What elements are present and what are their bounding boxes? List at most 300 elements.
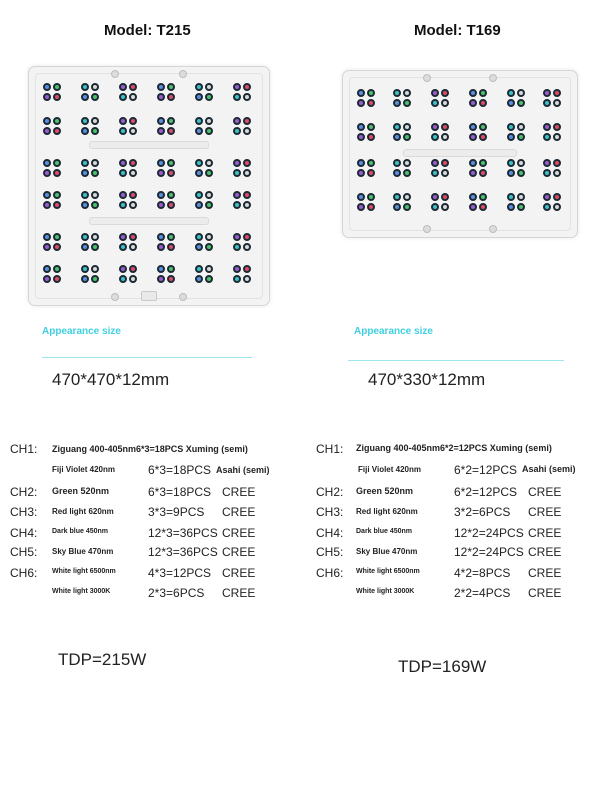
channel-brand: Asahi (semi) bbox=[522, 464, 576, 474]
led-emitter bbox=[403, 169, 411, 177]
led-emitter bbox=[393, 169, 401, 177]
channel-brand: CREE bbox=[528, 566, 562, 580]
led-emitter bbox=[357, 203, 365, 211]
channel-desc: Dark blue 450nm bbox=[52, 528, 109, 535]
channel-brand: CREE bbox=[222, 586, 256, 600]
led-emitter bbox=[91, 265, 99, 273]
tdp-value: TDP=169W bbox=[398, 657, 487, 676]
tdp-value: TDP=215W bbox=[58, 650, 147, 669]
panel-frame bbox=[35, 73, 263, 299]
led-emitter bbox=[43, 159, 51, 167]
channel-qty: 3*2=6PCS bbox=[454, 505, 511, 519]
led-emitter bbox=[479, 133, 487, 141]
led-emitter bbox=[543, 123, 551, 131]
channel-code: CH2: bbox=[316, 485, 344, 499]
led-emitter bbox=[91, 159, 99, 167]
channel-desc: Green 520nm bbox=[52, 486, 110, 496]
led-emitter bbox=[195, 159, 203, 167]
led-emitter bbox=[119, 159, 127, 167]
led-emitter bbox=[167, 93, 175, 101]
channel-qty: 6*2=12PCS bbox=[454, 485, 518, 499]
led-emitter bbox=[81, 201, 89, 209]
led-emitter bbox=[431, 159, 439, 167]
led-emitter bbox=[543, 193, 551, 201]
led-emitter bbox=[195, 83, 203, 91]
led-emitter bbox=[157, 243, 165, 251]
led-emitter bbox=[81, 233, 89, 241]
led-emitter bbox=[553, 89, 561, 97]
led-emitter bbox=[129, 233, 137, 241]
led-emitter bbox=[403, 133, 411, 141]
led-emitter bbox=[243, 117, 251, 125]
led-emitter bbox=[195, 117, 203, 125]
led-emitter bbox=[543, 99, 551, 107]
led-emitter bbox=[507, 99, 515, 107]
led-emitter bbox=[469, 159, 477, 167]
led-emitter bbox=[43, 83, 51, 91]
channel-desc: Green 520nm bbox=[356, 486, 414, 496]
led-emitter bbox=[91, 191, 99, 199]
led-emitter bbox=[441, 193, 449, 201]
led-emitter bbox=[167, 243, 175, 251]
led-emitter bbox=[205, 275, 213, 283]
led-emitter bbox=[205, 83, 213, 91]
led-emitter bbox=[157, 265, 165, 273]
led-emitter bbox=[507, 203, 515, 211]
led-emitter bbox=[243, 93, 251, 101]
led-emitter bbox=[119, 191, 127, 199]
appearance-size-label: Appearance size bbox=[42, 326, 121, 337]
led-emitter bbox=[43, 275, 51, 283]
led-emitter bbox=[157, 159, 165, 167]
led-emitter bbox=[243, 127, 251, 135]
led-emitter bbox=[393, 159, 401, 167]
led-emitter bbox=[507, 159, 515, 167]
led-emitter bbox=[543, 89, 551, 97]
channel-qty: 4*3=12PCS bbox=[148, 566, 212, 580]
led-emitter bbox=[129, 201, 137, 209]
led-emitter bbox=[53, 201, 61, 209]
led-emitter bbox=[129, 243, 137, 251]
led-emitter bbox=[91, 169, 99, 177]
led-emitter bbox=[517, 89, 525, 97]
led-emitter bbox=[43, 93, 51, 101]
led-emitter bbox=[243, 243, 251, 251]
led-emitter bbox=[553, 133, 561, 141]
led-emitter bbox=[403, 193, 411, 201]
channel-desc: White light 6500nm bbox=[52, 568, 116, 575]
led-emitter bbox=[517, 169, 525, 177]
led-emitter bbox=[91, 243, 99, 251]
channel-qty: 3*3=9PCS bbox=[148, 505, 205, 519]
power-connector bbox=[141, 291, 157, 301]
led-emitter bbox=[53, 265, 61, 273]
led-emitter bbox=[157, 83, 165, 91]
channel-code: CH3: bbox=[10, 505, 38, 519]
led-emitter bbox=[469, 133, 477, 141]
led-emitter bbox=[367, 193, 375, 201]
led-emitter bbox=[167, 159, 175, 167]
led-emitter bbox=[81, 159, 89, 167]
channel-desc: White light 6500nm bbox=[356, 568, 420, 575]
led-emitter bbox=[393, 89, 401, 97]
panel-size: 470*470*12mm bbox=[52, 370, 170, 389]
led-emitter bbox=[243, 275, 251, 283]
led-emitter bbox=[469, 89, 477, 97]
channel-brand: CREE bbox=[222, 505, 256, 519]
led-emitter bbox=[81, 265, 89, 273]
led-emitter bbox=[243, 159, 251, 167]
led-emitter bbox=[91, 83, 99, 91]
led-emitter bbox=[119, 243, 127, 251]
led-emitter bbox=[431, 169, 439, 177]
led-emitter bbox=[53, 93, 61, 101]
led-emitter bbox=[205, 265, 213, 273]
led-emitter bbox=[393, 203, 401, 211]
led-emitter bbox=[367, 99, 375, 107]
mount-hole bbox=[489, 74, 497, 82]
led-emitter bbox=[243, 169, 251, 177]
led-emitter bbox=[205, 243, 213, 251]
led-emitter bbox=[243, 201, 251, 209]
led-emitter bbox=[205, 233, 213, 241]
channel-brand: CREE bbox=[222, 545, 256, 559]
led-emitter bbox=[119, 201, 127, 209]
led-emitter bbox=[357, 133, 365, 141]
led-emitter bbox=[129, 127, 137, 135]
led-emitter bbox=[233, 93, 241, 101]
channel-qty: 6*3=18PCS bbox=[148, 463, 212, 477]
led-emitter bbox=[119, 127, 127, 135]
led-emitter bbox=[233, 243, 241, 251]
channel-desc: Red light 620nm bbox=[356, 507, 418, 516]
panel-divider bbox=[89, 141, 209, 149]
channel-brand: CREE bbox=[528, 545, 562, 559]
led-emitter bbox=[205, 201, 213, 209]
led-emitter bbox=[91, 233, 99, 241]
led-emitter bbox=[553, 159, 561, 167]
led-emitter bbox=[553, 203, 561, 211]
mount-hole bbox=[179, 293, 187, 301]
led-emitter bbox=[157, 233, 165, 241]
led-emitter bbox=[517, 159, 525, 167]
led-emitter bbox=[195, 243, 203, 251]
led-emitter bbox=[43, 233, 51, 241]
channel-desc: Fiji Violet 420nm bbox=[358, 465, 421, 474]
led-emitter bbox=[205, 117, 213, 125]
led-emitter bbox=[431, 123, 439, 131]
led-emitter bbox=[479, 89, 487, 97]
channel-desc: Sky Blue 470nm bbox=[52, 547, 114, 556]
led-emitter bbox=[479, 203, 487, 211]
led-emitter bbox=[167, 275, 175, 283]
led-emitter bbox=[43, 191, 51, 199]
mount-hole bbox=[179, 70, 187, 78]
channel-brand: CREE bbox=[528, 526, 562, 540]
led-panel-image bbox=[342, 70, 578, 238]
panel-size: 470*330*12mm bbox=[368, 370, 486, 389]
channel-code: CH6: bbox=[316, 566, 344, 580]
led-emitter bbox=[157, 201, 165, 209]
led-emitter bbox=[393, 133, 401, 141]
led-emitter bbox=[119, 83, 127, 91]
led-emitter bbox=[393, 193, 401, 201]
led-emitter bbox=[53, 191, 61, 199]
led-emitter bbox=[543, 133, 551, 141]
channel-code: CH6: bbox=[10, 566, 38, 580]
led-emitter bbox=[479, 169, 487, 177]
led-emitter bbox=[119, 265, 127, 273]
led-emitter bbox=[167, 169, 175, 177]
product-t169 bbox=[300, 0, 600, 800]
led-emitter bbox=[43, 243, 51, 251]
led-emitter bbox=[553, 99, 561, 107]
led-emitter bbox=[431, 193, 439, 201]
channel-brand: CREE bbox=[222, 485, 256, 499]
led-emitter bbox=[81, 83, 89, 91]
channel-desc: Sky Blue 470nm bbox=[356, 547, 418, 556]
led-emitter bbox=[167, 83, 175, 91]
mount-hole bbox=[423, 225, 431, 233]
led-emitter bbox=[195, 127, 203, 135]
channel-qty: 12*3=36PCS bbox=[148, 545, 218, 559]
channel-desc: Fiji Violet 420nm bbox=[52, 465, 115, 474]
model-title: Model: T169 bbox=[414, 22, 501, 39]
led-emitter bbox=[205, 169, 213, 177]
channel-qty: 12*3=36PCS bbox=[148, 526, 218, 540]
led-emitter bbox=[553, 193, 561, 201]
led-emitter bbox=[357, 89, 365, 97]
led-emitter bbox=[441, 99, 449, 107]
channel-desc: White light 3000K bbox=[356, 588, 415, 595]
led-emitter bbox=[81, 117, 89, 125]
led-emitter bbox=[43, 127, 51, 135]
led-emitter bbox=[243, 191, 251, 199]
led-emitter bbox=[517, 123, 525, 131]
channel-desc: Ziguang 400-405nm6*2=12PCS Xuming (semi) bbox=[356, 443, 552, 453]
led-emitter bbox=[469, 193, 477, 201]
led-emitter bbox=[43, 265, 51, 273]
appearance-size-label: Appearance size bbox=[354, 326, 433, 337]
led-emitter bbox=[129, 191, 137, 199]
led-emitter bbox=[233, 265, 241, 273]
panel-divider bbox=[89, 217, 209, 225]
led-emitter bbox=[441, 203, 449, 211]
led-emitter bbox=[157, 127, 165, 135]
led-emitter bbox=[53, 275, 61, 283]
led-emitter bbox=[357, 159, 365, 167]
channel-brand: Asahi (semi) bbox=[216, 465, 270, 475]
channel-code: CH1: bbox=[10, 442, 38, 456]
led-emitter bbox=[543, 169, 551, 177]
led-emitter bbox=[517, 203, 525, 211]
led-emitter bbox=[507, 89, 515, 97]
led-emitter bbox=[367, 133, 375, 141]
led-emitter bbox=[129, 83, 137, 91]
led-emitter bbox=[43, 117, 51, 125]
led-emitter bbox=[119, 117, 127, 125]
led-emitter bbox=[441, 89, 449, 97]
channel-code: CH4: bbox=[316, 526, 344, 540]
led-emitter bbox=[441, 169, 449, 177]
led-emitter bbox=[81, 169, 89, 177]
led-emitter bbox=[119, 93, 127, 101]
led-emitter bbox=[53, 169, 61, 177]
led-emitter bbox=[441, 123, 449, 131]
led-emitter bbox=[243, 265, 251, 273]
led-emitter bbox=[507, 123, 515, 131]
led-emitter bbox=[81, 93, 89, 101]
led-emitter bbox=[81, 243, 89, 251]
led-emitter bbox=[157, 117, 165, 125]
led-emitter bbox=[43, 169, 51, 177]
led-emitter bbox=[233, 233, 241, 241]
panel-divider bbox=[403, 149, 517, 157]
led-emitter bbox=[357, 123, 365, 131]
led-emitter bbox=[81, 127, 89, 135]
appearance-divider bbox=[348, 360, 564, 361]
channel-qty: 12*2=24PCS bbox=[454, 526, 524, 540]
mount-hole bbox=[111, 293, 119, 301]
mount-hole bbox=[423, 74, 431, 82]
led-emitter bbox=[543, 159, 551, 167]
led-emitter bbox=[157, 169, 165, 177]
channel-desc: Red light 620nm bbox=[52, 507, 114, 516]
led-emitter bbox=[157, 93, 165, 101]
channel-brand: CREE bbox=[222, 566, 256, 580]
led-emitter bbox=[195, 169, 203, 177]
channel-code: CH3: bbox=[316, 505, 344, 519]
led-emitter bbox=[507, 169, 515, 177]
channel-code: CH5: bbox=[10, 545, 38, 559]
led-emitter bbox=[403, 89, 411, 97]
led-emitter bbox=[205, 127, 213, 135]
led-emitter bbox=[195, 275, 203, 283]
channel-brand: CREE bbox=[528, 586, 562, 600]
appearance-divider bbox=[42, 357, 252, 358]
led-emitter bbox=[91, 93, 99, 101]
led-emitter bbox=[129, 159, 137, 167]
led-emitter bbox=[243, 83, 251, 91]
led-emitter bbox=[403, 159, 411, 167]
led-emitter bbox=[91, 275, 99, 283]
led-emitter bbox=[53, 159, 61, 167]
model-title: Model: T215 bbox=[104, 22, 191, 39]
led-emitter bbox=[91, 117, 99, 125]
led-emitter bbox=[479, 99, 487, 107]
led-emitter bbox=[357, 99, 365, 107]
led-emitter bbox=[233, 127, 241, 135]
led-emitter bbox=[53, 127, 61, 135]
led-emitter bbox=[367, 123, 375, 131]
led-emitter bbox=[167, 233, 175, 241]
channel-desc: Ziguang 400-405nm6*3=18PCS Xuming (semi) bbox=[52, 444, 248, 454]
led-emitter bbox=[53, 233, 61, 241]
led-emitter bbox=[431, 203, 439, 211]
led-emitter bbox=[507, 193, 515, 201]
channel-brand: CREE bbox=[528, 485, 562, 499]
led-emitter bbox=[469, 203, 477, 211]
led-emitter bbox=[479, 123, 487, 131]
led-emitter bbox=[357, 169, 365, 177]
mount-hole bbox=[489, 225, 497, 233]
led-emitter bbox=[393, 123, 401, 131]
led-emitter bbox=[43, 201, 51, 209]
led-emitter bbox=[431, 133, 439, 141]
led-emitter bbox=[167, 201, 175, 209]
led-emitter bbox=[195, 191, 203, 199]
channel-qty: 12*2=24PCS bbox=[454, 545, 524, 559]
led-emitter bbox=[53, 117, 61, 125]
led-emitter bbox=[479, 159, 487, 167]
channel-qty: 6*3=18PCS bbox=[148, 485, 212, 499]
led-emitter bbox=[469, 123, 477, 131]
led-emitter bbox=[441, 133, 449, 141]
channel-qty: 6*2=12PCS bbox=[454, 463, 518, 477]
led-emitter bbox=[431, 99, 439, 107]
led-emitter bbox=[205, 159, 213, 167]
led-emitter bbox=[167, 191, 175, 199]
led-emitter bbox=[119, 169, 127, 177]
led-emitter bbox=[195, 233, 203, 241]
led-emitter bbox=[479, 193, 487, 201]
channel-brand: CREE bbox=[222, 526, 256, 540]
led-emitter bbox=[367, 159, 375, 167]
led-emitter bbox=[403, 203, 411, 211]
led-emitter bbox=[195, 265, 203, 273]
led-emitter bbox=[129, 265, 137, 273]
led-emitter bbox=[195, 93, 203, 101]
led-emitter bbox=[469, 99, 477, 107]
led-emitter bbox=[167, 117, 175, 125]
channel-qty: 2*2=4PCS bbox=[454, 586, 511, 600]
led-emitter bbox=[81, 275, 89, 283]
mount-hole bbox=[111, 70, 119, 78]
led-emitter bbox=[129, 169, 137, 177]
led-emitter bbox=[367, 169, 375, 177]
led-emitter bbox=[517, 193, 525, 201]
led-emitter bbox=[233, 191, 241, 199]
led-emitter bbox=[469, 169, 477, 177]
led-emitter bbox=[553, 123, 561, 131]
led-emitter bbox=[403, 123, 411, 131]
channel-qty: 2*3=6PCS bbox=[148, 586, 205, 600]
led-emitter bbox=[205, 191, 213, 199]
led-emitter bbox=[167, 265, 175, 273]
channel-desc: Dark blue 450nm bbox=[356, 528, 413, 535]
led-emitter bbox=[233, 159, 241, 167]
led-emitter bbox=[357, 193, 365, 201]
led-emitter bbox=[553, 169, 561, 177]
channel-code: CH2: bbox=[10, 485, 38, 499]
led-emitter bbox=[81, 191, 89, 199]
led-emitter bbox=[517, 99, 525, 107]
led-emitter bbox=[543, 203, 551, 211]
led-emitter bbox=[431, 89, 439, 97]
led-emitter bbox=[205, 93, 213, 101]
led-emitter bbox=[367, 203, 375, 211]
led-emitter bbox=[129, 93, 137, 101]
led-emitter bbox=[53, 243, 61, 251]
channel-code: CH5: bbox=[316, 545, 344, 559]
led-emitter bbox=[157, 275, 165, 283]
led-emitter bbox=[119, 233, 127, 241]
led-emitter bbox=[507, 133, 515, 141]
led-emitter bbox=[243, 233, 251, 241]
led-emitter bbox=[157, 191, 165, 199]
led-emitter bbox=[129, 275, 137, 283]
led-emitter bbox=[167, 127, 175, 135]
